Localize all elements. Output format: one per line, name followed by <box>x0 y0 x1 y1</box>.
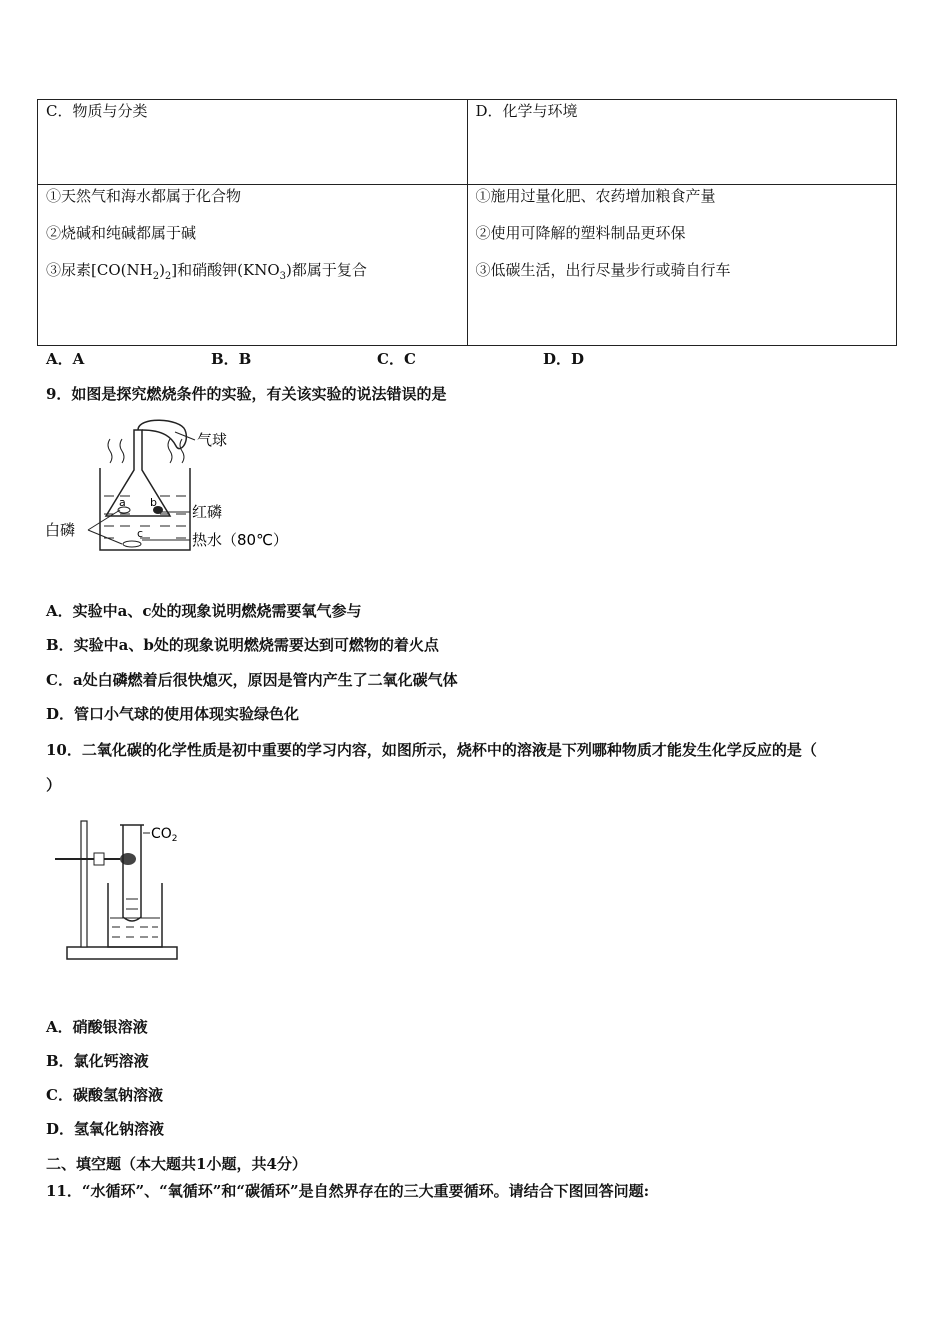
label-b: b <box>150 496 157 509</box>
label-red-phosphorus: 红磷 <box>192 503 223 521</box>
clamp-joint <box>94 853 104 865</box>
stand-base <box>67 947 177 959</box>
flask <box>106 430 170 516</box>
label-balloon: 气球 <box>197 431 228 449</box>
c-item-3: ③尿素$[CO(NH_2)_2]$和硝酸钾$(KNO_3)$都属于复合 <box>46 261 367 282</box>
stand-rod <box>81 821 87 947</box>
q9-option-a[interactable]: A．实验中a、c处的现象说明燃烧需要氧气参与 <box>46 602 362 620</box>
test-tube <box>123 825 141 921</box>
q10-stem-end: ） <box>46 776 62 794</box>
q8-option-b[interactable]: B．B <box>211 350 252 368</box>
q10-stem: 10．二氧化碳的化学性质是初中重要的学习内容，如图所示，烧杯中的溶液是下列哪种物质才能发生化学反应的是（ <box>46 741 817 759</box>
c-item-2: ②烧碱和纯碱都属于碱 <box>46 224 197 242</box>
label-c: c <box>137 527 144 540</box>
label-a: a <box>119 496 126 509</box>
q10-option-b[interactable]: B．氯化钙溶液 <box>46 1052 149 1070</box>
q10-option-c[interactable]: C．碳酸氢钠溶液 <box>46 1086 163 1104</box>
table-header-c: C．物质与分类 <box>38 100 468 185</box>
table-cell-d <box>467 185 897 346</box>
co2-apparatus-figure <box>50 815 190 965</box>
label-co2: $CO_2$ <box>151 826 178 844</box>
d-item-3: ③低碳生活，出行尽量步行或骑自行车 <box>475 261 731 279</box>
classification-table <box>37 99 897 346</box>
steam <box>108 439 184 463</box>
section2-heading: 二、填空题（本大题共1小题，共4分） <box>46 1155 307 1173</box>
q8-option-d[interactable]: D．D <box>543 350 585 368</box>
hot-water <box>104 496 186 538</box>
q9-option-b[interactable]: B．实验中a、b处的现象说明燃烧需要达到可燃物的着火点 <box>46 636 439 654</box>
q9-option-c[interactable]: C．a处白磷燃着后很快熄灭，原因是管内产生了二氧化碳气体 <box>46 671 458 689</box>
c-item-1: ①天然气和海水都属于化合物 <box>46 187 242 205</box>
combustion-apparatus-figure <box>40 418 300 558</box>
q9-option-d[interactable]: D．管口小气球的使用体现实验绿色化 <box>46 705 300 723</box>
table-cell-c <box>38 185 468 346</box>
label-white-phosphorus: 白磷 <box>45 521 76 539</box>
q8-option-c[interactable]: C．C <box>377 350 416 368</box>
table-header-d: D．化学与环境 <box>467 100 897 185</box>
d-item-1: ①施用过量化肥、农药增加粮食产量 <box>475 187 716 205</box>
q10-option-d[interactable]: D．氢氧化钠溶液 <box>46 1120 165 1138</box>
q9-stem: 9．如图是探究燃烧条件的实验，有关该实验的说法错误的是 <box>46 385 447 403</box>
white-phosphorus-c <box>123 541 141 547</box>
label-hot-water: 热水（80℃） <box>192 531 288 549</box>
balloon <box>138 420 186 448</box>
q10-option-a[interactable]: A．硝酸银溶液 <box>46 1018 148 1036</box>
q8-option-a[interactable]: A．A <box>46 350 85 368</box>
q11-stem: 11．“水循环”、“氧循环”和“碳循环”是自然界存在的三大重要循环。请结合下图回答问题: <box>46 1182 650 1200</box>
d-item-2: ②使用可降解的塑料制品更环保 <box>475 224 686 242</box>
